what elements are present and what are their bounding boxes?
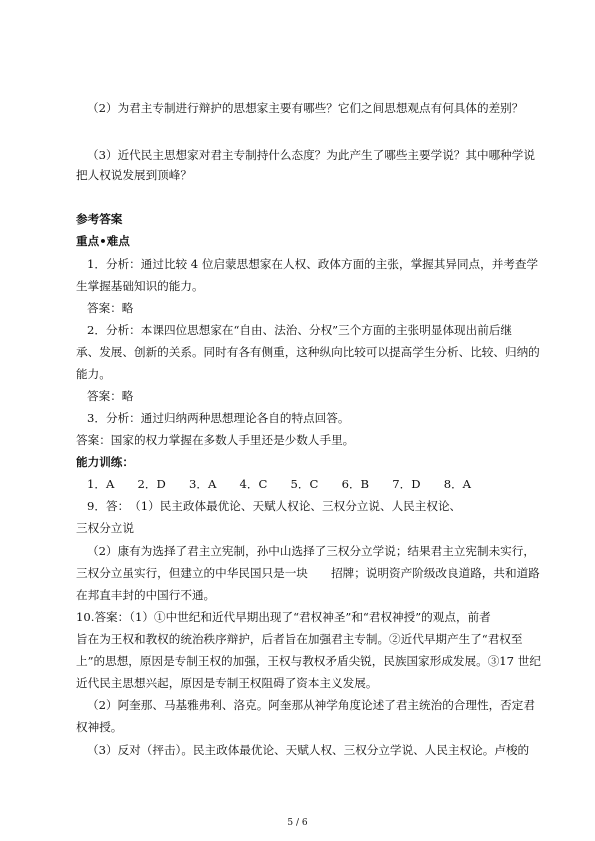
answer-9-part-2-line-2: 三权分立虽实行，但建立的中华民国只是一块 招牌；说明资产阶级改良道路，共和道路 [76,566,540,580]
answer-10-part-2-line-1: （2）阿奎那、马基雅弗利、洛克。阿奎那从神学角度论述了君主统治的合理性，否定君 [87,698,535,712]
answer-10-part-2-line-2: 权神授。 [76,720,123,734]
answer-10-line-2: 旨在为王权和教权的统治秩序辩护，后者旨在加强君主专制。②近代早期产生了“君权至 [76,632,523,646]
question-3-line-1: （3）近代民主思想家对君主专制持什么态度？为此产生了哪些主要学说？其中哪种学说 [87,148,535,162]
answer-10-line-1: 10.答案：（1）①中世纪和近代早期出现了“君权神圣”和“君权神授”的观点，前者 [76,610,491,624]
answer-9-line-1: 9．答： （1）民主政体最优论、天赋人权论、三权分立说、人民主权论、 [87,499,462,513]
answer-3-text: 答案：国家的权力掌握在多数人手里还是少数人手里。 [76,433,355,447]
skills-training-heading: 能力训练： [76,455,134,469]
answer-9-part-2-line-3: 在邦直丰封的中国行不通。 [76,588,216,602]
answer-9-line-2: 三权分立说 [76,521,134,535]
key-points-heading: 重点•难点 [76,234,130,248]
answer-10-part-3-line-1: （3）反对（抨击）。民主政体最优论、天赋人权、三权分立学说、人民主权论。卢梭的 [87,743,530,757]
answer-10-line-4: 近代民主思想兴起，原因是专制王权阻碍了资本主义发展。 [76,676,378,690]
answer-1-analysis-line-2: 生掌握基础知识的能力。 [76,279,204,293]
page-number: 5 / 6 [287,818,308,828]
reference-answer-heading: 参考答案 [76,212,123,226]
answer-3-analysis: 3．分析：通过归纳两种思想理论各自的特点回答。 [87,411,350,425]
answer-2-text: 答案：略 [87,389,134,403]
answer-9-part-2-line-1: （2）康有为选择了君主立宪制，孙中山选择了三权分立学说；结果君主立宪制未实行， [87,544,535,558]
answer-1-text: 答案：略 [87,301,134,315]
choice-answers: 1．A 2．D 3．A 4．C 5．C 6．B 7．D 8．A [87,477,472,491]
question-3-line-2: 把人权说发展到顶峰？ [76,168,192,182]
answer-2-analysis-line-3: 能力。 [76,367,111,381]
answer-2-analysis-line-2: 承、发展、创新的关系。同时有各有侧重，这种纵向比较可以提高学生分析、比较、归纳的 [76,345,540,359]
answer-2-analysis-line-1: 2．分析：本课四位思想家在“自由、法治、分权”三个方面的主张明显体现出前后继 [87,323,513,337]
question-2-line: （2）为君主专制进行辩护的思想家主要有哪些？它们之间思想观点有何具体的差别？ [87,101,524,115]
answer-10-line-3: 上”的思想，原因是专制王权的加强，王权与教权矛盾尖锐，民族国家形成发展。③17 世纪 [76,654,541,668]
answer-1-analysis-line-1: 1．分析：通过比较 4 位启蒙思想家在人权、政体方面的主张，掌握其异同点，并考查学 [87,257,539,271]
